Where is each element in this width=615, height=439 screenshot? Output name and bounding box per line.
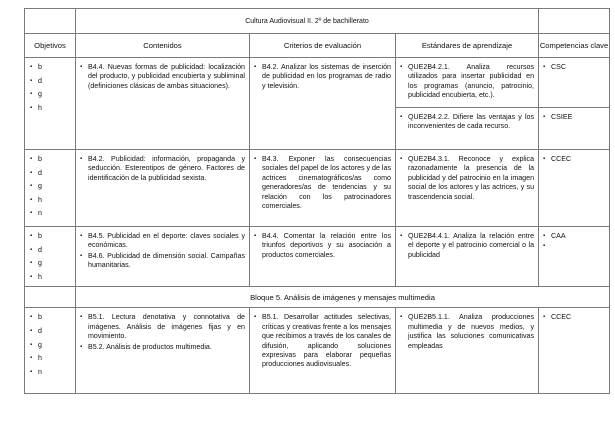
cell-competencias <box>539 58 610 108</box>
estandar-text: QUE2B4.3.1. Reconoce y explica razonadamente la presencia de la publicidad y del patrocinio en la imagen social de los actores y las actrices, y su trascendencia social. <box>408 155 535 201</box>
objetivo-item <box>30 196 75 210</box>
estandar-list <box>396 150 538 207</box>
objetivo-text: g <box>38 90 42 99</box>
criterio-item <box>254 155 391 211</box>
estandar-list <box>396 58 538 106</box>
cell-competencias <box>539 308 610 394</box>
contenido-text: B5.1. Lectura denotativa y connotativa de imágenes. Análisis de imágenes fijas y en movimiento. <box>88 313 245 341</box>
bullet-icon: ▪ <box>543 314 546 321</box>
objetivo-text: g <box>38 182 42 191</box>
competencia-text: CAA <box>551 232 566 240</box>
competencia-text <box>551 242 605 251</box>
cell-competencias <box>539 227 610 287</box>
bullet-icon: ▪ <box>254 314 257 321</box>
bullet-icon: ▪ <box>30 91 33 98</box>
contenido-item <box>80 155 245 183</box>
bullet-icon: ▪ <box>80 64 83 70</box>
title-spacer-right <box>539 9 610 34</box>
objetivo-text: d <box>38 76 42 85</box>
contenido-text: B4.5. Publicidad en el deporte: claves sociales y económicas. <box>88 232 245 250</box>
contenido-item <box>80 313 245 341</box>
criterio-list <box>250 58 395 96</box>
bullet-icon: ▪ <box>30 260 33 267</box>
competencia-text: CSC <box>551 63 567 71</box>
objetivo-item <box>30 313 75 327</box>
cell-objetivos <box>25 150 76 227</box>
objetivo-text: d <box>38 168 42 177</box>
bullet-icon: ▪ <box>30 327 33 334</box>
bullet-icon: ▪ <box>400 114 403 120</box>
estandar-text: QUE2B4.2.1. Analiza recursos utilizados para insertar publicidad en los programas (anuncio, patrocinio, publicidad encubierta, etc.). <box>408 63 535 100</box>
competencia-text: CSIEE <box>551 113 573 121</box>
contenido-item <box>80 343 245 352</box>
cell-competencias <box>539 150 610 227</box>
objetivo-item <box>30 327 75 341</box>
bullet-icon: ▪ <box>400 314 403 321</box>
title-row <box>25 9 610 34</box>
objetivo-list <box>25 227 75 286</box>
cell-contenidos <box>76 150 250 227</box>
contenido-list <box>76 150 249 188</box>
bullet-icon: ▪ <box>30 210 33 217</box>
bullet-icon: ▪ <box>30 156 33 162</box>
bullet-icon: ▪ <box>30 183 33 190</box>
objetivo-item <box>30 155 75 169</box>
estandar-text: QUE2B4.4.1. Analiza la relación entre el deporte y el patrocinio comercial o la publicidad <box>408 232 535 259</box>
bullet-icon: ▪ <box>80 343 83 350</box>
criterio-list <box>250 308 395 374</box>
cell-objetivos <box>25 58 76 150</box>
contenido-list <box>76 58 249 96</box>
criterio-text: B4.2. Analizar los sistemas de inserción de publicidad en los programas de radio y televisión. <box>262 63 391 90</box>
bullet-icon: ▪ <box>30 273 33 280</box>
contenido-text: B4.2. Publicidad: información, propaganda y seducción. Estereotipos de género. Factores de identificación de la publicidad sexista. <box>88 155 245 182</box>
bullet-icon: ▪ <box>543 114 546 120</box>
competencia-item <box>543 313 605 322</box>
bullet-icon: ▪ <box>30 314 33 321</box>
cell-estandares <box>396 227 539 287</box>
objetivo-item <box>30 104 75 118</box>
objetivo-text: h <box>38 272 42 281</box>
objetivo-list <box>25 308 75 381</box>
objetivo-text: d <box>38 245 42 254</box>
bullet-icon: ▪ <box>80 252 83 259</box>
criterio-list <box>250 227 395 265</box>
objetivo-item <box>30 341 75 355</box>
bullet-icon: ▪ <box>30 104 33 111</box>
objetivo-text: b <box>38 313 42 322</box>
objetivo-item <box>30 63 75 77</box>
header-criterios: Criterios de evaluación <box>250 34 396 58</box>
objetivo-item <box>30 246 75 260</box>
cell-estandares <box>396 150 539 227</box>
cell-contenidos <box>76 58 250 150</box>
block-spacer <box>25 287 76 308</box>
cell-criterios <box>250 308 396 394</box>
bullet-icon: ▪ <box>30 368 33 375</box>
bullet-icon: ▪ <box>400 156 403 162</box>
estandar-item <box>400 313 534 351</box>
bullet-icon: ▪ <box>400 233 403 239</box>
cell-objetivos <box>25 308 76 394</box>
competencia-item <box>543 113 605 122</box>
bullet-icon: ▪ <box>30 246 33 253</box>
objetivo-item <box>30 209 75 223</box>
criterio-item <box>254 232 391 260</box>
competencia-list <box>539 108 609 127</box>
objetivo-text: h <box>38 354 42 363</box>
competencia-list <box>539 150 609 169</box>
cell-objetivos <box>25 227 76 287</box>
estandar-item <box>400 63 534 101</box>
objetivo-item <box>30 90 75 104</box>
cell-estandares <box>396 308 539 394</box>
title-spacer <box>25 9 76 34</box>
bullet-icon: ▪ <box>543 243 546 250</box>
competencia-item <box>543 63 605 72</box>
header-contenidos: Contenidos <box>76 34 250 58</box>
competencia-text: CCEC <box>551 155 572 163</box>
contenido-text: B5.2. Análisis de productos multimedia. <box>88 342 212 351</box>
competencia-list <box>539 58 609 77</box>
competencia-list <box>539 308 609 327</box>
contenido-list <box>76 308 249 357</box>
block-title: Bloque 5. Análisis de imágenes y mensajes multimedia <box>76 287 610 308</box>
estandar-text: QUE2B4.2.2. Difiere las ventajas y los inconvenientes de cada recurso. <box>408 113 535 131</box>
table-row <box>25 58 610 108</box>
curriculum-sheet <box>24 8 609 394</box>
bullet-icon: ▪ <box>30 169 33 176</box>
cell-contenidos <box>76 308 250 394</box>
table-title: Cultura Audiovisual II. 2º de bachillerato <box>76 9 539 34</box>
objetivo-text: n <box>38 209 42 218</box>
cell-contenidos <box>76 227 250 287</box>
criterio-item <box>254 63 391 91</box>
criterio-text: B5.1. Desarrollar actitudes selectivas, críticas y creativas frente a los mensajes que recibimos a través de los canales de difusión, aplicando soluciones expresivas para elaborar pequeñas producciones audiovisuales. <box>262 313 391 369</box>
estandar-item <box>400 232 534 260</box>
objetivo-text: h <box>38 195 42 204</box>
bullet-icon: ▪ <box>30 355 33 362</box>
competencia-item <box>543 232 605 241</box>
bullet-icon: ▪ <box>254 156 257 162</box>
objetivo-text: g <box>38 340 42 349</box>
objetivo-item <box>30 354 75 368</box>
objetivo-item <box>30 259 75 273</box>
contenido-text: B4.6. Publicidad de dimensión social. Campañas humanitarias. <box>88 251 245 270</box>
table-row <box>25 150 610 227</box>
estandar-list <box>396 308 538 356</box>
objetivo-text: n <box>38 367 42 376</box>
criterio-text: B4.3. Exponer las consecuencias sociales del papel de los actores y de las actrices cinematográficos/as como generadores/as de tendencias y su relación con los patrocinadores comerciales. <box>262 155 391 211</box>
bullet-icon: ▪ <box>254 233 257 239</box>
criterio-list <box>250 150 395 216</box>
bullet-icon: ▪ <box>30 341 33 348</box>
competencia-item <box>543 242 605 251</box>
header-objetivos: Objetivos <box>25 34 76 58</box>
header-competencias: Competencias clave <box>539 34 610 58</box>
criterio-text: B4.4. Comentar la relación entre los triunfos deportivos y su asociación a productos comerciales. <box>262 232 391 259</box>
cell-competencias <box>539 108 610 150</box>
header-row <box>25 34 610 58</box>
objetivo-item <box>30 368 75 382</box>
cell-estandares <box>396 108 539 150</box>
table-row <box>25 308 610 394</box>
estandar-text: QUE2B5.1.1. Analiza producciones multimedia y de nuevos medios, y justifica las soluciones comunicativas empleadas <box>408 313 535 350</box>
objetivo-text: d <box>38 326 42 335</box>
bullet-icon: ▪ <box>30 77 33 84</box>
contenido-item <box>80 252 245 271</box>
objetivo-item <box>30 77 75 91</box>
objetivo-text: g <box>38 259 42 268</box>
bullet-icon: ▪ <box>80 233 83 239</box>
bullet-icon: ▪ <box>80 156 83 162</box>
table-row <box>25 227 610 287</box>
bullet-icon: ▪ <box>80 314 83 321</box>
objetivo-item <box>30 273 75 287</box>
estandar-item <box>400 155 534 202</box>
contenido-list <box>76 227 249 276</box>
block-row <box>25 287 610 308</box>
competencia-text: CCEC <box>551 313 572 322</box>
criterio-item <box>254 313 391 369</box>
competencia-item <box>543 155 605 164</box>
estandar-list <box>396 227 538 265</box>
objetivo-list <box>25 58 75 117</box>
bullet-icon: ▪ <box>400 64 403 70</box>
bullet-icon: ▪ <box>543 64 546 70</box>
estandar-list <box>396 108 538 137</box>
header-estandares: Estándares de aprendizaje <box>396 34 539 58</box>
cell-criterios <box>250 150 396 227</box>
bullet-icon: ▪ <box>30 196 33 203</box>
curriculum-table <box>24 8 610 394</box>
objetivo-item <box>30 182 75 196</box>
objetivo-item <box>30 232 75 246</box>
contenido-text: B4.4. Nuevas formas de publicidad: localización del producto, y publicidad encubierta y subliminal (definiciones clásicas de ambas situaciones). <box>88 63 245 90</box>
bullet-icon: ▪ <box>543 233 546 239</box>
competencia-list <box>539 227 609 257</box>
bullet-icon: ▪ <box>30 64 33 70</box>
contenido-item <box>80 63 245 91</box>
bullet-icon: ▪ <box>543 156 546 162</box>
objetivo-item <box>30 169 75 183</box>
cell-criterios <box>250 58 396 150</box>
estandar-item <box>400 113 534 132</box>
bullet-icon: ▪ <box>254 64 257 70</box>
objetivo-text: h <box>38 103 42 112</box>
objetivo-text: b <box>38 232 42 240</box>
bullet-icon: ▪ <box>30 233 33 239</box>
cell-estandares <box>396 58 539 108</box>
contenido-item <box>80 232 245 251</box>
objetivo-text: b <box>38 155 42 163</box>
cell-criterios <box>250 227 396 287</box>
objetivo-list <box>25 150 75 223</box>
objetivo-text: b <box>38 63 42 71</box>
